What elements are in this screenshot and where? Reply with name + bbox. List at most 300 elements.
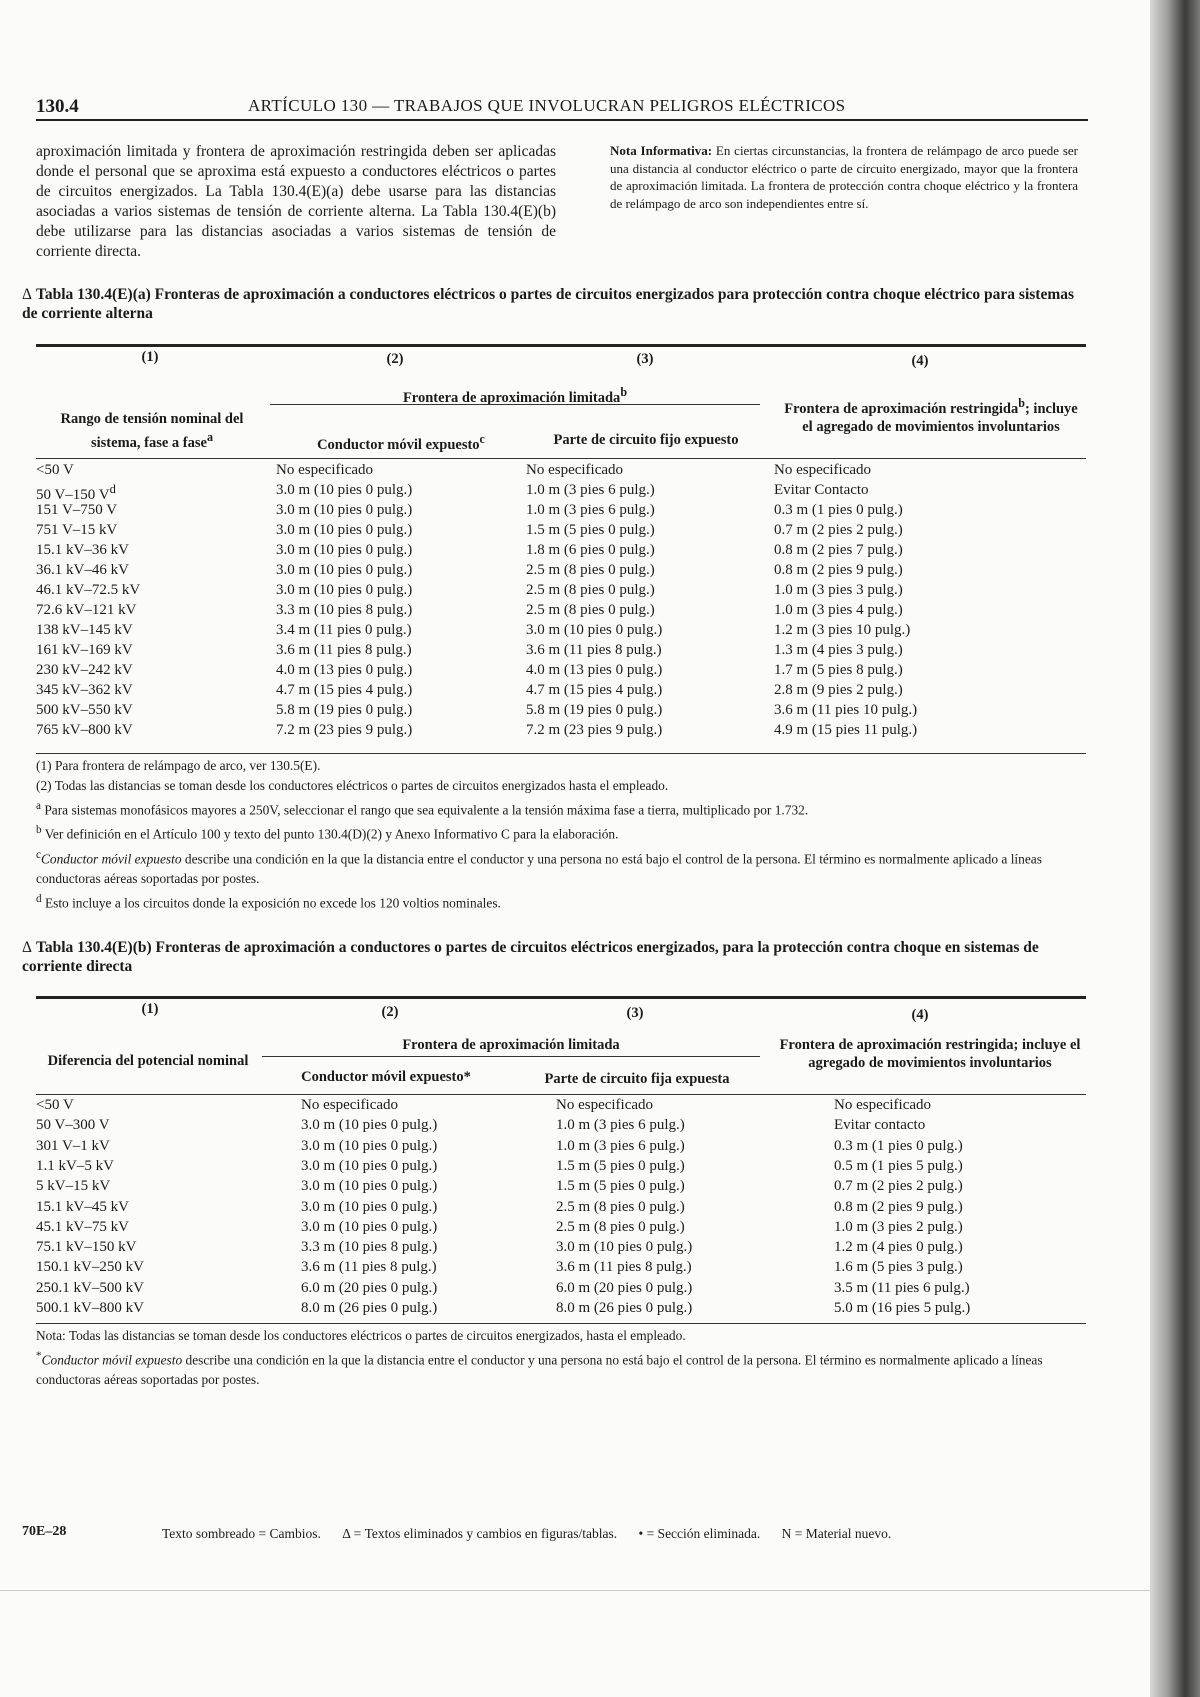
cell-text: 0.5 m (1 pies 5 pulg.) (834, 1157, 963, 1174)
cell-text: 15.1 kV–36 kV (36, 542, 129, 558)
footnote-mark: * (36, 1350, 42, 1362)
table-a-caption-text: Tabla 130.4(E)(a) Fronteras de aproximación a conductores eléctricos o partes de circuitos energizados para protección contra choque eléctrico para sistemas de corriente alterna (22, 286, 1075, 322)
table-row (36, 522, 1086, 542)
cell-text: 345 kV–362 kV (36, 682, 133, 698)
cell-text: 5.0 m (16 pies 5 pulg.) (834, 1300, 971, 1316)
table-cell (301, 1097, 398, 1114)
table-b-caption-text: Tabla 130.4(E)(b) Fronteras de aproximación a conductores o partes de circuitos eléctricos energizados, para la protección contra choque en sistemas de corriente directa (22, 939, 1039, 975)
cell-text: 301 V–1 kV (36, 1137, 110, 1154)
table-row (36, 1199, 1086, 1219)
table-cell (556, 1178, 685, 1195)
table-cell (556, 1280, 692, 1297)
cell-text: 8.0 m (26 pies 0 pulg.) (301, 1300, 438, 1316)
table-cell (36, 1280, 144, 1297)
table-a-col3-header: Parte de circuito fijo expuesto (553, 432, 739, 448)
table-b-col2-header: Conductor móvil expuesto* (301, 1069, 471, 1085)
table-cell (774, 702, 917, 719)
cell-text: 36.1 kV–46 kV (36, 562, 129, 578)
table-cell (526, 462, 623, 479)
cell-text: 161 kV–169 kV (36, 642, 133, 658)
cell-text: 3.4 m (11 pies 0 pulg.) (276, 622, 412, 638)
table-cell (301, 1199, 437, 1216)
table-cell (526, 482, 655, 499)
cell-text: <50 V (36, 1097, 74, 1113)
table-a-bottom-rule (36, 753, 1086, 754)
cell-text: 5 kV–15 kV (36, 1178, 111, 1195)
table-cell (774, 502, 903, 519)
cell-text: 765 kV–800 kV (36, 722, 133, 738)
table-cell (276, 522, 412, 539)
table-row (36, 722, 1086, 742)
table-cell (301, 1158, 437, 1175)
table-b-note: Nota: Todas las distancias se toman desde los conductores eléctricos o partes de circuitos energizados, hasta el empleado. (36, 1328, 686, 1343)
table-row (36, 502, 1086, 522)
table-cell (36, 662, 133, 679)
table-row (36, 1259, 1086, 1279)
table-row (36, 1178, 1086, 1198)
cell-text: 3.0 m (10 pies 0 pulg.) (526, 622, 663, 638)
table-b-bottom-rule (36, 1323, 1086, 1324)
table-cell (526, 622, 662, 639)
cell-text: 3.3 m (10 pies 8 pulg.) (276, 602, 413, 618)
cell-text: 1.8 m (6 pies 0 pulg.) (526, 542, 655, 558)
legend-deleted: Δ = Textos eliminados y cambios en figuras/tablas. (342, 1526, 618, 1541)
table-b-top-rule (36, 996, 1086, 999)
cell-text: 2.5 m (8 pies 0 pulg.) (556, 1218, 685, 1235)
cell-text: No especificado (301, 1097, 399, 1113)
footnote-ref: d (109, 482, 116, 496)
cell-text: 3.6 m (11 pies 8 pulg.) (526, 642, 662, 658)
table-a-note-d (36, 889, 1096, 913)
intro-paragraph: aproximación limitada y frontera de aproximación restringida deben ser aplicadas donde el personal que se aproxima está expuesto a conductores eléctricos o partes de circuitos energizados. La Tabla 130.4(E)(a) debe usarse para las distancias asociadas a varios sistemas de tensión de corriente alterna. La Tabla 130.4(E)(b) debe utilizarse para las distancias asociadas a varios sistemas de tensión de corriente directa. (36, 143, 556, 260)
table-cell (36, 522, 117, 539)
table-cell (556, 1219, 685, 1236)
cell-text: 4.7 m (15 pies 4 pulg.) (526, 682, 663, 698)
footnote-ref: c (479, 432, 485, 446)
footnote-term: Conductor móvil expuesto (40, 851, 182, 867)
table-cell (36, 1158, 114, 1175)
table-row (36, 1117, 1086, 1137)
cell-text: 3.0 m (10 pies 0 pulg.) (301, 1157, 438, 1174)
table-cell (36, 462, 74, 479)
table-a-group-rule (270, 404, 760, 405)
table-cell (36, 722, 133, 739)
cell-text: 6.0 m (20 pies 0 pulg.) (556, 1279, 693, 1296)
cell-text: 75.1 kV–150 kV (36, 1239, 137, 1256)
table-cell (774, 622, 910, 639)
table-a-col4-header-tail: ; incluye el agregado de movimientos involuntarios (802, 400, 1078, 435)
table-b-colnum-4: (4) (911, 1007, 929, 1023)
cell-text: No especificado (276, 462, 374, 478)
table-a-col2-header (276, 430, 526, 454)
table-row (36, 622, 1086, 642)
cell-text: 3.0 m (10 pies 0 pulg.) (276, 502, 413, 518)
cell-text: 7.2 m (23 pies 9 pulg.) (526, 722, 663, 738)
table-a-col2-header-text: Conductor móvil expuesto (317, 436, 480, 453)
table-cell (774, 562, 903, 579)
informative-note (610, 142, 1078, 212)
table-cell (834, 1219, 963, 1236)
table-row (36, 542, 1086, 562)
article-title: ARTÍCULO 130 — TRABAJOS QUE INVOLUCRAN PELIGROS ELÉCTRICOS (248, 96, 846, 115)
table-a-note-a (36, 796, 1096, 820)
delta-change-icon: Δ (22, 286, 32, 303)
table-cell (276, 682, 412, 699)
cell-text: 3.5 m (11 pies 6 pulg.) (834, 1279, 970, 1296)
cell-text: 3.0 m (10 pies 0 pulg.) (276, 542, 413, 558)
footnote-text: Esto incluye a los circuitos donde la exposición no excede los 120 voltios nominales. (44, 895, 501, 911)
cell-text: 45.1 kV–75 kV (36, 1218, 129, 1235)
table-cell (834, 1300, 970, 1317)
legend-new-material: N = Material nuevo. (781, 1526, 892, 1541)
table-cell (774, 482, 869, 499)
table-a-group-header-text: Frontera de aproximación limitada (402, 389, 621, 406)
table-cell (36, 1219, 129, 1236)
cell-text: 0.7 m (2 pies 2 pulg.) (834, 1178, 963, 1195)
table-cell (834, 1259, 963, 1276)
table-cell (36, 1138, 110, 1155)
cell-text: 6.0 m (20 pies 0 pulg.) (301, 1279, 438, 1296)
table-cell (36, 1259, 144, 1276)
table-cell (556, 1097, 653, 1114)
table-cell (301, 1178, 437, 1195)
table-b-group-header: Frontera de aproximación limitada (402, 1037, 620, 1053)
cell-text: Evitar Contacto (774, 482, 869, 498)
footnote-term: Conductor móvil expuesto (41, 1352, 183, 1368)
cell-text: 1.0 m (3 pies 6 pulg.) (556, 1117, 685, 1134)
table-cell (834, 1280, 970, 1297)
table-b-col4-header: Frontera de aproximación restringida; incluye el agregado de movimientos involuntarios (779, 1037, 1081, 1071)
cell-text: 3.0 m (10 pies 0 pulg.) (276, 582, 413, 598)
cell-text: 5.8 m (19 pies 0 pulg.) (526, 702, 663, 718)
cell-text: 1.2 m (3 pies 10 pulg.) (774, 622, 911, 638)
table-cell (556, 1199, 685, 1216)
table-row (36, 1280, 1086, 1300)
cell-text: 1.0 m (3 pies 3 pulg.) (774, 582, 903, 598)
table-cell (526, 562, 655, 579)
table-row (36, 1300, 1086, 1320)
page-number: 70E–28 (22, 1524, 67, 1539)
cell-text: 3.3 m (10 pies 8 pulg.) (301, 1239, 438, 1256)
header-divider (36, 119, 1088, 121)
footnote-ref: b (620, 385, 628, 399)
table-b-group-rule (262, 1056, 760, 1057)
cell-text: 3.6 m (11 pies 10 pulg.) (774, 702, 918, 718)
table-b-note-star (36, 1346, 1096, 1390)
cell-text: 3.0 m (10 pies 0 pulg.) (276, 482, 413, 498)
table-row (36, 1239, 1086, 1259)
table-cell (276, 662, 412, 679)
cell-text: 1.0 m (3 pies 6 pulg.) (556, 1137, 685, 1154)
cell-text: 1.6 m (5 pies 3 pulg.) (834, 1259, 963, 1276)
delta-change-icon: Δ (22, 939, 32, 956)
informative-note-text: En ciertas circunstancias, la frontera de relámpago de arco puede ser una distancia al conductor eléctrico o parte de circuito energizado, mayor que la frontera de aproximación limitada. La frontera de protección contra choque eléctrico y la frontera de relámpago de arco son independientes entre sí. (610, 143, 1078, 211)
table-cell (774, 462, 871, 479)
table-cell (276, 702, 412, 719)
table-cell (276, 562, 412, 579)
legend-shaded: Texto sombreado = Cambios. (162, 1526, 321, 1541)
cell-text: <50 V (36, 462, 74, 478)
table-cell (36, 582, 140, 599)
table-cell (36, 1239, 136, 1256)
footnote-text: Ver definición en el Artículo 100 y texto del punto 130.4(D)(2) y Anexo Informativo C para la elaboración. (44, 826, 619, 842)
table-cell (36, 502, 117, 519)
table-row (36, 1219, 1086, 1239)
table-a-col4-header-text: Frontera de aproximación restringida (784, 400, 1019, 417)
table-cell (36, 562, 129, 579)
cell-text: 0.8 m (2 pies 7 pulg.) (774, 542, 903, 558)
cell-text: 7.2 m (23 pies 9 pulg.) (276, 722, 413, 738)
table-cell (834, 1138, 963, 1155)
table-cell (36, 1117, 110, 1134)
cell-text: No especificado (834, 1097, 932, 1113)
table-cell (526, 522, 655, 539)
cell-text: 3.0 m (10 pies 0 pulg.) (556, 1239, 693, 1256)
table-cell (526, 582, 655, 599)
table-cell (36, 542, 129, 559)
table-cell (526, 502, 655, 519)
table-cell (834, 1097, 931, 1114)
table-cell (36, 702, 133, 719)
table-cell (301, 1219, 437, 1236)
table-cell (276, 582, 412, 599)
cell-text: 8.0 m (26 pies 0 pulg.) (556, 1300, 693, 1316)
footnote-text: Para sistemas monofásicos mayores a 250V, seleccionar el rango que sea equivalente a la tensión máxima fase a tierra, multiplicado por 1.732. (44, 802, 809, 818)
table-cell (774, 522, 903, 539)
cell-text: 2.5 m (8 pies 0 pulg.) (556, 1198, 685, 1215)
table-cell (301, 1117, 437, 1134)
cell-text: 230 kV–242 kV (36, 662, 133, 678)
table-cell (36, 682, 133, 699)
footnote-mark: b (36, 824, 42, 837)
table-cell (276, 502, 412, 519)
table-cell (556, 1158, 685, 1175)
table-cell (834, 1199, 963, 1216)
footnote-ref: b (1018, 396, 1025, 410)
table-b-body (36, 1097, 1086, 1323)
table-row (36, 682, 1086, 702)
table-cell (301, 1239, 437, 1256)
table-row (36, 562, 1086, 582)
cell-text: 150.1 kV–250 kV (36, 1259, 144, 1276)
cell-text: 3.6 m (11 pies 8 pulg.) (301, 1259, 437, 1276)
cell-text: 1.7 m (5 pies 8 pulg.) (774, 662, 903, 678)
table-cell (774, 542, 903, 559)
table-cell (301, 1280, 437, 1297)
table-cell (36, 642, 133, 659)
cell-text: 751 V–15 kV (36, 522, 118, 538)
table-cell (774, 642, 903, 659)
table-a-header-rule (36, 458, 1086, 459)
table-cell (301, 1259, 437, 1276)
table-cell (36, 622, 133, 639)
cell-text: 4.7 m (15 pies 4 pulg.) (276, 682, 413, 698)
table-cell (276, 542, 412, 559)
cell-text: 3.0 m (10 pies 0 pulg.) (301, 1137, 438, 1154)
table-a-note-2: (2) Todas las distancias se toman desde los conductores eléctricos o partes de circuitos energizados hasta el empleado. (36, 778, 669, 793)
table-cell (834, 1178, 963, 1195)
cell-text: 46.1 kV–72.5 kV (36, 582, 141, 598)
table-cell (526, 682, 662, 699)
cell-text: 2.5 m (8 pies 0 pulg.) (526, 562, 655, 578)
table-cell (526, 542, 655, 559)
book-binding-shadow (1150, 0, 1200, 1697)
cell-text: 0.3 m (1 pies 0 pulg.) (834, 1137, 963, 1154)
table-cell (526, 722, 662, 739)
table-row (36, 1138, 1086, 1158)
cell-text: 1.0 m (3 pies 6 pulg.) (526, 482, 655, 498)
table-cell (834, 1117, 925, 1134)
table-a-colnum-4: (4) (911, 353, 929, 369)
table-a-colnum-3: (3) (636, 351, 654, 367)
cell-text: 2.8 m (9 pies 2 pulg.) (774, 682, 903, 698)
table-row (36, 662, 1086, 682)
cell-text: 3.0 m (10 pies 0 pulg.) (301, 1218, 438, 1235)
table-b-col1-header: Diferencia del potencial nominal (47, 1053, 249, 1069)
table-cell (556, 1117, 685, 1134)
cell-text: 1.5 m (5 pies 0 pulg.) (556, 1178, 685, 1195)
table-cell (774, 682, 903, 699)
table-cell (526, 702, 662, 719)
table-row (36, 1097, 1086, 1117)
table-cell (301, 1138, 437, 1155)
cell-text: No especificado (526, 462, 624, 478)
cell-text: 3.6 m (11 pies 8 pulg.) (556, 1259, 692, 1276)
table-a-colnum-1: (1) (141, 349, 159, 365)
informative-note-label: Nota Informativa: (610, 143, 713, 158)
cell-text: 138 kV–145 kV (36, 622, 133, 638)
cell-text: 250.1 kV–500 kV (36, 1279, 144, 1296)
table-a-col1-header-text: Rango de tensión nominal del sistema, fase a fase (60, 411, 244, 451)
cell-text: 1.0 m (3 pies 2 pulg.) (834, 1218, 963, 1235)
cell-text: 0.7 m (2 pies 2 pulg.) (774, 522, 903, 538)
legend-section-removed: • = Sección eliminada. (638, 1526, 761, 1541)
table-a-body (36, 462, 1086, 752)
footnote-text: describe una condición en la que la distancia entre el conductor y una persona no está bajo el control de la persona. El término es normalmente aplicado a líneas conductoras aéreas soportadas por postes. (36, 851, 1042, 887)
footnote-mark: d (36, 893, 42, 906)
table-a-note-c (36, 845, 1096, 889)
cell-text: 1.0 m (3 pies 4 pulg.) (774, 602, 903, 618)
table-cell (36, 1199, 129, 1216)
cell-text: 4.0 m (13 pies 0 pulg.) (526, 662, 663, 678)
cell-text: 50 V–150 V (36, 487, 110, 503)
table-b-header-rule (36, 1094, 1086, 1095)
table-row (36, 1158, 1086, 1178)
table-cell (276, 462, 373, 479)
table-cell (276, 482, 412, 499)
table-a-top-rule (36, 344, 1086, 347)
cell-text: 4.9 m (15 pies 11 pulg.) (774, 722, 918, 738)
cell-text: 5.8 m (19 pies 0 pulg.) (276, 702, 413, 718)
cell-text: 1.1 kV–5 kV (36, 1157, 114, 1174)
table-row (36, 482, 1086, 502)
table-cell (556, 1239, 692, 1256)
table-cell (36, 602, 136, 619)
cell-text: 1.0 m (3 pies 6 pulg.) (526, 502, 655, 518)
table-a-note-1: (1) Para frontera de relámpago de arco, ver 130.5(E). (36, 758, 321, 773)
cell-text: 1.3 m (4 pies 3 pulg.) (774, 642, 903, 658)
cell-text: 3.0 m (10 pies 0 pulg.) (276, 522, 413, 538)
table-b-caption (22, 938, 1084, 976)
table-b-colnum-1: (1) (141, 1001, 159, 1017)
cell-text: 50 V–300 V (36, 1117, 110, 1134)
footnote-mark: a (36, 800, 41, 812)
cell-text: 1.5 m (5 pies 0 pulg.) (556, 1157, 685, 1174)
table-row (36, 462, 1086, 482)
table-cell (556, 1300, 692, 1317)
table-cell (834, 1239, 963, 1256)
table-b-colnum-2: (2) (381, 1004, 399, 1020)
cell-text: 3.0 m (10 pies 0 pulg.) (276, 562, 413, 578)
table-cell (774, 722, 917, 739)
cell-text: 500 kV–550 kV (36, 702, 133, 718)
change-legend (162, 1526, 909, 1542)
table-cell (834, 1158, 963, 1175)
cell-text: 151 V–750 V (36, 502, 118, 518)
cell-text: 2.5 m (8 pies 0 pulg.) (526, 582, 655, 598)
table-b-notes (36, 1326, 1096, 1390)
table-cell (301, 1300, 437, 1317)
cell-text: 1.2 m (4 pies 0 pulg.) (834, 1239, 963, 1256)
cell-text: 0.3 m (1 pies 0 pulg.) (774, 502, 903, 518)
table-cell (36, 1097, 74, 1114)
footnote-ref: a (206, 430, 214, 444)
table-cell (556, 1138, 685, 1155)
table-row (36, 582, 1086, 602)
table-cell (774, 602, 903, 619)
table-cell (526, 662, 662, 679)
table-cell (36, 1300, 144, 1317)
cell-text: 3.0 m (10 pies 0 pulg.) (301, 1178, 438, 1195)
table-cell (526, 642, 662, 659)
cell-text: 3.0 m (10 pies 0 pulg.) (301, 1117, 438, 1134)
table-row (36, 602, 1086, 622)
table-cell (774, 582, 903, 599)
cell-text: 2.5 m (8 pies 0 pulg.) (526, 602, 655, 618)
cell-text: 15.1 kV–45 kV (36, 1198, 129, 1215)
table-cell (774, 662, 903, 679)
cell-text: No especificado (556, 1097, 654, 1113)
table-b-col3-header: Parte de circuito fija expuesta (544, 1071, 730, 1087)
section-number: 130.4 (36, 96, 79, 117)
cell-text: No especificado (774, 462, 872, 478)
table-row (36, 702, 1086, 722)
footnote-text: describe una condición en la que la distancia entre el conductor y una persona no está bajo el control de la persona. El término es normalmente aplicado a líneas conductoras aéreas soportadas por postes. (36, 1352, 1043, 1388)
table-cell (36, 482, 116, 504)
table-cell (556, 1259, 692, 1276)
footnote-mark: c (36, 848, 41, 861)
table-a-colnum-2: (2) (386, 351, 404, 367)
table-cell (276, 622, 412, 639)
cell-text: 0.8 m (2 pies 9 pulg.) (834, 1198, 963, 1215)
cell-text: 0.8 m (2 pies 9 pulg.) (774, 562, 903, 578)
table-a-caption (22, 285, 1084, 323)
table-row (36, 642, 1086, 662)
table-cell (276, 602, 412, 619)
table-a-col4-header (778, 394, 1084, 436)
cell-text: 500.1 kV–800 kV (36, 1300, 144, 1316)
page-edge-rule (0, 1590, 1160, 1591)
table-cell (276, 642, 412, 659)
cell-text: 4.0 m (13 pies 0 pulg.) (276, 662, 413, 678)
cell-text: Evitar contacto (834, 1117, 926, 1134)
cell-text: 72.6 kV–121 kV (36, 602, 137, 618)
cell-text: 3.6 m (11 pies 8 pulg.) (276, 642, 412, 658)
table-a-note-b (36, 820, 1096, 844)
cell-text: 3.0 m (10 pies 0 pulg.) (301, 1198, 438, 1215)
cell-text: 1.5 m (5 pies 0 pulg.) (526, 522, 655, 538)
table-cell (36, 1178, 110, 1195)
